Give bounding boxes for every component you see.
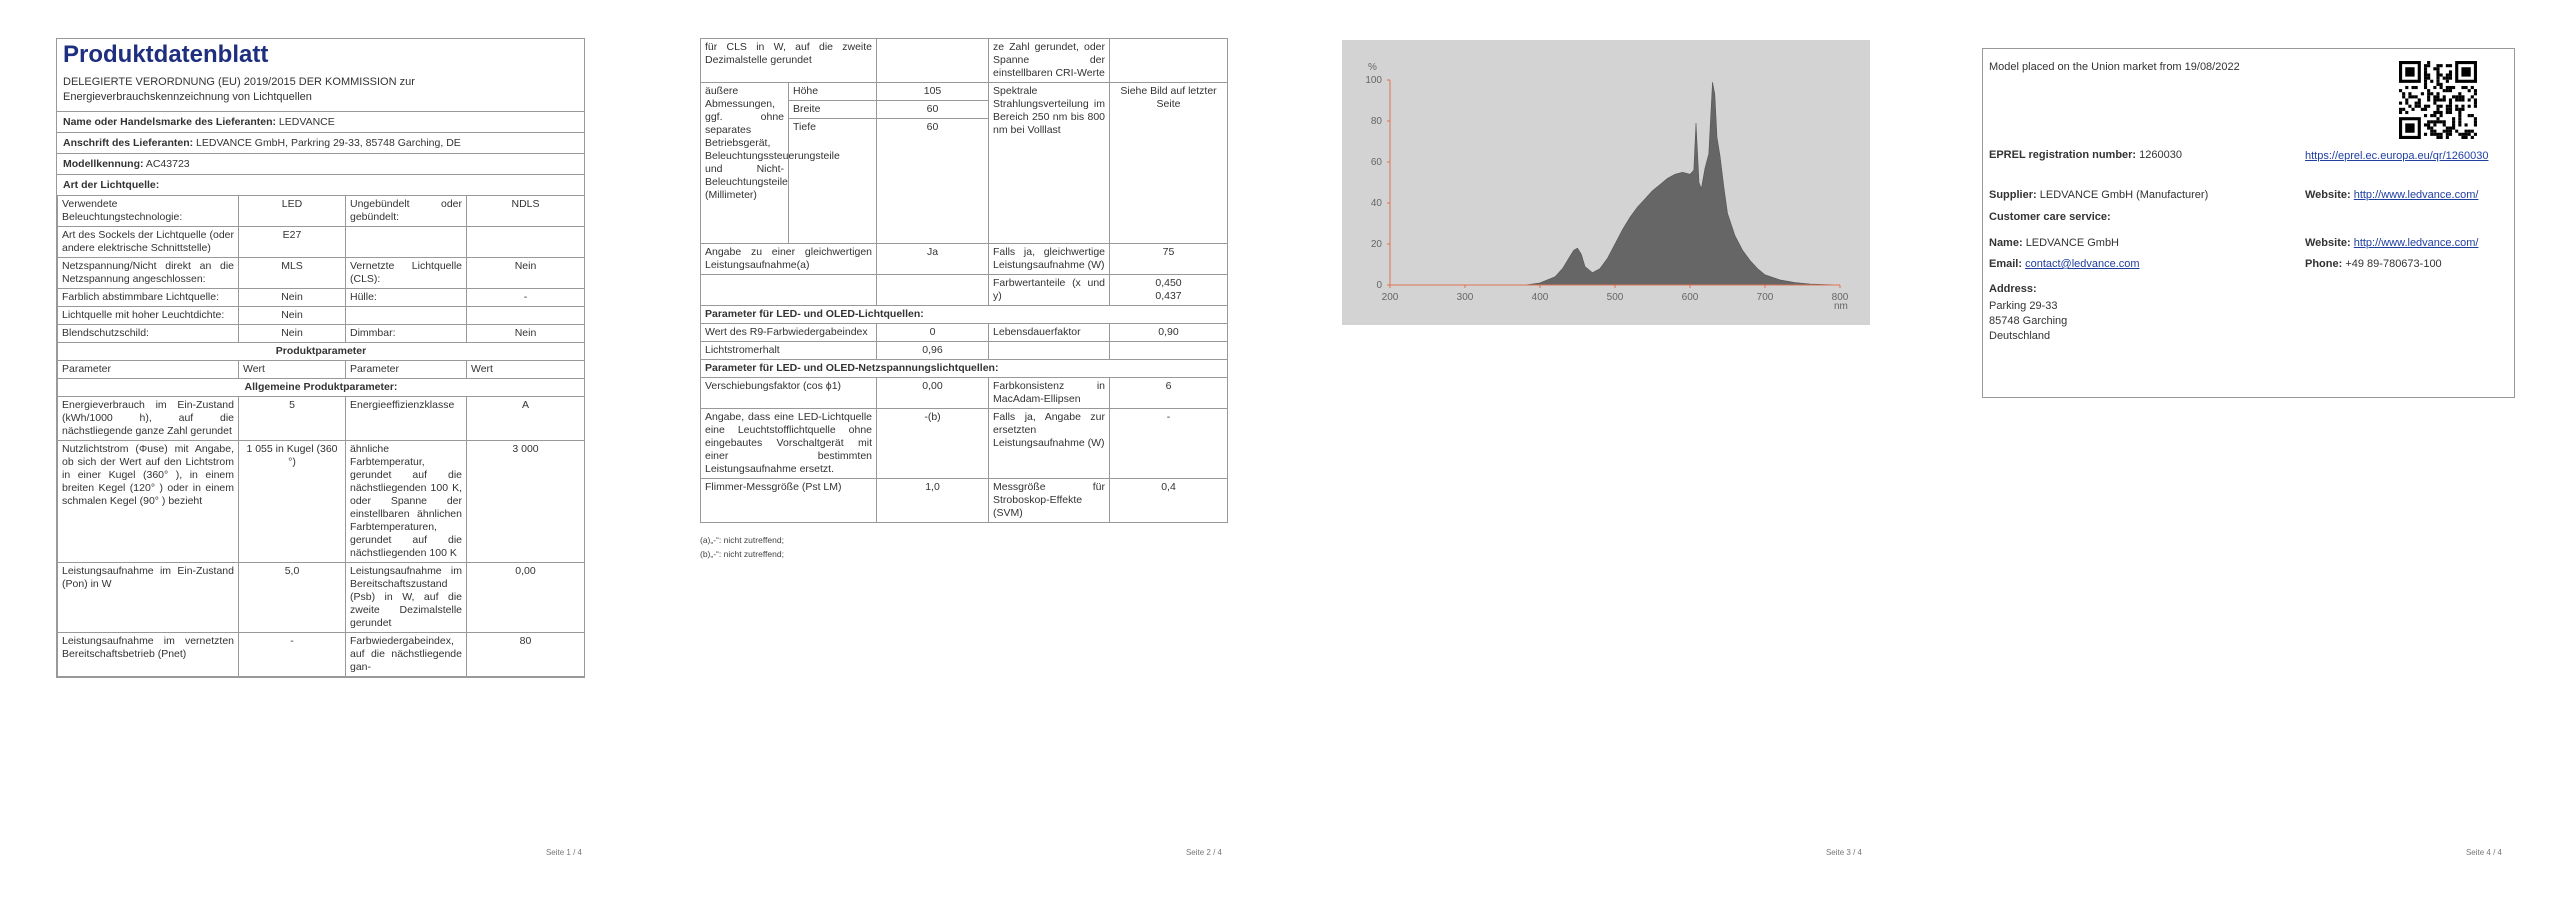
table-row xyxy=(58,227,585,258)
table-cell: - xyxy=(1110,409,1228,479)
table-row xyxy=(701,378,1228,409)
y-tick-label: 100 xyxy=(1365,75,1382,86)
table-cell: Vernetzte Lichtquelle (CLS): xyxy=(346,258,467,289)
supplier-label: Supplier: xyxy=(1989,189,2037,201)
table-cell: Leistungsaufnahme im Bereitschaftszustand (Psb) in W, auf die zweite Dezimalstelle gerundet xyxy=(346,563,467,633)
table-row xyxy=(58,307,585,325)
table-cell: 0,90 xyxy=(1110,324,1228,342)
address-line: Deutschland xyxy=(1989,330,2051,342)
page-1 xyxy=(0,0,640,905)
table-cell: 105 xyxy=(877,83,989,101)
footnotes xyxy=(700,533,1227,561)
spectral-label: Spektrale Strahlungsverteilung im Bereich 250 nm bis 800 nm bei Volllast xyxy=(989,83,1110,244)
phone-label: Phone: xyxy=(2305,258,2343,270)
address-heading: Address: xyxy=(1989,283,2037,295)
mains-heading: Parameter für LED- und OLED-Netzspannungslichtquellen: xyxy=(701,360,1228,378)
table-cell xyxy=(1110,275,1228,306)
table-cell: A xyxy=(467,397,585,441)
x-tick-label: 800 xyxy=(1831,292,1849,303)
x-axis-label: nm xyxy=(1834,301,1848,312)
table-cell: -(b) xyxy=(877,409,989,479)
table-cell: Nein xyxy=(239,325,346,343)
y-tick-label: 60 xyxy=(1370,157,1382,168)
table-row xyxy=(701,83,1228,101)
table-row xyxy=(58,379,585,397)
table-cell: Blendschutzschild: xyxy=(58,325,239,343)
customer-care-heading: Customer care service: xyxy=(1989,211,2111,223)
datasheet-page-2 xyxy=(700,38,1227,561)
table-cell: 0 xyxy=(877,324,989,342)
address-line: 85748 Garching xyxy=(1989,315,2068,327)
eprel-label: EPREL registration number: xyxy=(1989,149,2137,161)
address-row xyxy=(57,132,584,153)
supplier-label: Name oder Handelsmarke des Lieferanten: xyxy=(63,116,276,128)
website2-link[interactable]: http://www.ledvance.com/ xyxy=(2353,237,2479,249)
name-label: Name: xyxy=(1989,237,2023,249)
footnote-b: (b)„-“: nicht zutreffend; xyxy=(700,549,784,559)
table-cell: Verwendete Beleuchtungstechnologie: xyxy=(58,196,239,227)
spectral-chart xyxy=(1342,40,1870,325)
table-cell: Ja xyxy=(877,244,989,275)
table-cell: Tiefe xyxy=(789,119,877,244)
page-number: Seite 4 / 4 xyxy=(2465,848,2502,857)
table-cell: 1 055 in Kugel (360 °) xyxy=(239,441,346,563)
table-cell: 60 xyxy=(877,101,989,119)
table-cell: Nein xyxy=(467,325,585,343)
type-heading: Art der Lichtquelle: xyxy=(57,174,584,195)
table-cell: 5 xyxy=(239,397,346,441)
table-cell: Farbwertanteile (x und y) xyxy=(989,275,1110,306)
table-cell: Ungebündelt oder gebündelt: xyxy=(346,196,467,227)
website-link[interactable]: http://www.ledvance.com/ xyxy=(2353,189,2479,201)
x-tick-label: 700 xyxy=(1756,292,1774,303)
eprel-info-box xyxy=(1982,48,2515,398)
page-number: Seite 1 / 4 xyxy=(545,848,582,857)
table-cell: Leistungsaufnahme im vernetzten Bereitschaftsbetrieb (Pnet) xyxy=(58,633,239,677)
table-cell xyxy=(701,275,877,306)
x-tick-label: 600 xyxy=(1681,292,1699,303)
table-cell: - xyxy=(239,633,346,677)
model-row xyxy=(57,153,584,174)
x-tick-label: 500 xyxy=(1606,292,1624,303)
email-label: Email: xyxy=(1989,258,2023,270)
table-cell: NDLS xyxy=(467,196,585,227)
table-cell: Nein xyxy=(239,307,346,325)
general-params-heading: Allgemeine Produktparameter: xyxy=(58,379,585,397)
address-line: Parking 29-33 xyxy=(1989,300,2058,312)
table-header-row xyxy=(58,361,585,379)
website-row xyxy=(2305,189,2478,201)
table-cell: Höhe xyxy=(789,83,877,101)
table-cell: LED xyxy=(239,196,346,227)
table-cell: E27 xyxy=(239,227,346,258)
chroma-y: 0,437 xyxy=(1155,290,1182,302)
eprel-link[interactable]: https://eprel.ec.europa.eu/qr/1260030 xyxy=(2305,150,2489,162)
regulation-subtitle: DELEGIERTE VERORDNUNG (EU) 2019/2015 DER KOMMISSION zur Energieverbrauchskennzeichnung von Lichtquellen xyxy=(63,76,415,103)
table-cell: für CLS in W, auf die zweite Dezimalstelle gerundet xyxy=(701,39,877,83)
table-row xyxy=(58,196,585,227)
table-cell xyxy=(467,227,585,258)
table-row xyxy=(58,325,585,343)
table-row xyxy=(701,479,1228,523)
footnote-a: (a)„-“: nicht zutreffend; xyxy=(700,535,784,545)
table-row xyxy=(58,258,585,289)
table-cell: 80 xyxy=(467,633,585,677)
y-tick-label: 80 xyxy=(1370,116,1382,127)
table-row xyxy=(58,563,585,633)
table-cell: Farblich abstimmbare Lichtquelle: xyxy=(58,289,239,307)
website2-row xyxy=(2305,237,2478,249)
table-cell: Hülle: xyxy=(346,289,467,307)
table-cell xyxy=(346,307,467,325)
supplier-value: LEDVANCE xyxy=(278,116,335,128)
table-cell: Energieeffizienzklasse xyxy=(346,397,467,441)
table-cell: Verschiebungsfaktor (cos ϕ1) xyxy=(701,378,877,409)
table-row xyxy=(701,306,1228,324)
table-cell: 75 xyxy=(1110,244,1228,275)
eprel-row xyxy=(1989,149,2182,161)
website-label: Website: xyxy=(2305,189,2351,201)
email-row xyxy=(1989,258,2140,270)
address-label: Anschrift des Lieferanten: xyxy=(63,137,194,149)
table-cell: 5,0 xyxy=(239,563,346,633)
table-row xyxy=(701,244,1228,275)
table-cell: 0,00 xyxy=(467,563,585,633)
qr-code-icon[interactable] xyxy=(2399,61,2477,139)
address-value: LEDVANCE GmbH, Parkring 29-33, 85748 Garching, DE xyxy=(196,137,461,149)
x-tick-label: 300 xyxy=(1456,292,1474,303)
phone-value: +49 89-780673-100 xyxy=(2345,258,2442,270)
page-title: Produktdatenblatt xyxy=(63,41,269,68)
table-cell: Art des Sockels der Lichtquelle (oder andere elektrische Schnittstelle) xyxy=(58,227,239,258)
supplier-row xyxy=(1989,189,2208,201)
spectral-value: Siehe Bild auf letzter Seite xyxy=(1110,83,1228,244)
address-block xyxy=(1989,299,2067,344)
name-row xyxy=(1989,237,2119,249)
table-row xyxy=(701,409,1228,479)
table-cell xyxy=(877,275,989,306)
table-cell: MLS xyxy=(239,258,346,289)
table-cell: Energieverbrauch im Ein-Zustand (kWh/1000 h), auf die nächstliegende ganze Zahl gerundet xyxy=(58,397,239,441)
table-cell: 0,4 xyxy=(1110,479,1228,523)
table-row xyxy=(701,39,1228,83)
table-cell: 60 xyxy=(877,119,989,244)
table-cell: Lichtstromerhalt xyxy=(701,342,877,360)
params-table-continued xyxy=(700,38,1228,523)
chroma-x: 0,450 xyxy=(1155,277,1182,289)
table-cell xyxy=(346,227,467,258)
table-cell: Farbkonsistenz in MacAdam-Ellipsen xyxy=(989,378,1110,409)
table-cell: Lichtquelle mit hoher Leuchtdichte: xyxy=(58,307,239,325)
table-cell: Nutzlichtstrom (Φuse) mit Angabe, ob sich der Wert auf den Lichtstrom in einer Kugel (360° ), in einem breiten Kegel (120° ) oder in einem schmalen Kegel (90° ) bezieht xyxy=(58,441,239,563)
table-cell: Nein xyxy=(239,289,346,307)
table-cell: Lebensdauerfaktor xyxy=(989,324,1110,342)
name-value: LEDVANCE GmbH xyxy=(2025,237,2120,249)
table-cell: Falls ja, Angabe zur ersetzten Leistungsaufnahme (W) xyxy=(989,409,1110,479)
table-cell: 0,96 xyxy=(877,342,989,360)
page-number: Seite 2 / 4 xyxy=(1185,848,1222,857)
led-heading: Parameter für LED- und OLED-Lichtquellen: xyxy=(701,306,1228,324)
email-link[interactable]: contact@ledvance.com xyxy=(2025,258,2140,270)
phone-row xyxy=(2305,258,2442,270)
placed-on-market: Model placed on the Union market from 19/08/2022 xyxy=(1989,61,2240,73)
table-row xyxy=(701,324,1228,342)
table-cell xyxy=(989,342,1110,360)
table-cell xyxy=(877,39,989,83)
product-params-heading: Produktparameter xyxy=(58,343,585,361)
column-header: Wert xyxy=(239,361,346,379)
table-cell: 0,00 xyxy=(877,378,989,409)
spectral-chart-svg xyxy=(1342,40,1870,325)
table-cell: Leistungsaufnahme im Ein-Zustand (Pon) in W xyxy=(58,563,239,633)
table-cell: Flimmer-Messgröße (Pst LM) xyxy=(701,479,877,523)
table-row xyxy=(701,360,1228,378)
table-row xyxy=(58,397,585,441)
table-row xyxy=(58,441,585,563)
table-cell: Netzspannung/Nicht direkt an die Netzspannung angeschlossen: xyxy=(58,258,239,289)
table-cell: Breite xyxy=(789,101,877,119)
supplier-row xyxy=(57,111,584,132)
y-tick-label: 0 xyxy=(1376,280,1382,291)
table-cell: 6 xyxy=(1110,378,1228,409)
table-cell: Falls ja, gleichwertige Leistungsaufnahme (W) xyxy=(989,244,1110,275)
datasheet-page-1 xyxy=(56,38,585,678)
column-header: Parameter xyxy=(346,361,467,379)
table-cell xyxy=(1110,39,1228,83)
table-cell: 3 000 xyxy=(467,441,585,563)
table-cell xyxy=(467,307,585,325)
column-header: Wert xyxy=(467,361,585,379)
table-cell: ze Zahl gerundet, oder Spanne der einstellbaren CRI-Werte xyxy=(989,39,1110,83)
table-cell: ähnliche Farbtemperatur, gerundet auf die nächstliegenden 100 K, oder Spanne der einstellbaren ähnlichen Farbtemperaturen, gerundet auf die nächstliegenden 100 K xyxy=(346,441,467,563)
spectrum-area xyxy=(1525,82,1840,285)
table-row xyxy=(701,275,1228,306)
table-cell: 1,0 xyxy=(877,479,989,523)
table-cell: Angabe, dass eine LED-Lichtquelle eine Leuchtstofflichtquelle ohne eingebautes Vorschaltgerät mit einer bestimmten Leistungsaufnahme ersetzt. xyxy=(701,409,877,479)
website2-label: Website: xyxy=(2305,237,2351,249)
y-axis-label: % xyxy=(1368,62,1377,73)
table-cell: - xyxy=(467,289,585,307)
model-value: AC43723 xyxy=(145,158,190,170)
model-label: Modellkennung: xyxy=(63,158,144,170)
table-row xyxy=(58,633,585,677)
table-cell: Wert des R9-Farbwiedergabeindex xyxy=(701,324,877,342)
table-cell: Farbwiedergabeindex, auf die nächstliegende gan- xyxy=(346,633,467,677)
table-row xyxy=(701,342,1228,360)
table-row xyxy=(58,343,585,361)
x-tick-label: 200 xyxy=(1381,292,1399,303)
page-number: Seite 3 / 4 xyxy=(1825,848,1862,857)
table-cell: Dimmbar: xyxy=(346,325,467,343)
table-cell xyxy=(1110,342,1228,360)
table-row xyxy=(58,289,585,307)
eprel-value: 1260030 xyxy=(2139,149,2182,161)
y-tick-label: 40 xyxy=(1370,198,1382,209)
table-cell: Nein xyxy=(467,258,585,289)
light-source-type-table xyxy=(57,195,585,677)
table-cell: Angabe zu einer gleichwertigen Leistungsaufnahme(a) xyxy=(701,244,877,275)
y-tick-label: 20 xyxy=(1370,239,1382,250)
dimensions-label: äußere Abmessungen, ggf. ohne separates Betriebsgerät, Beleuchtungssteuerungsteile und Nicht-Beleuchtungsteile (Millimeter) xyxy=(701,83,789,244)
supplier-value: LEDVANCE GmbH (Manufacturer) xyxy=(2039,189,2209,201)
table-cell: Messgröße für Stroboskop-Effekte (SVM) xyxy=(989,479,1110,523)
column-header: Parameter xyxy=(58,361,239,379)
x-tick-label: 400 xyxy=(1531,292,1549,303)
